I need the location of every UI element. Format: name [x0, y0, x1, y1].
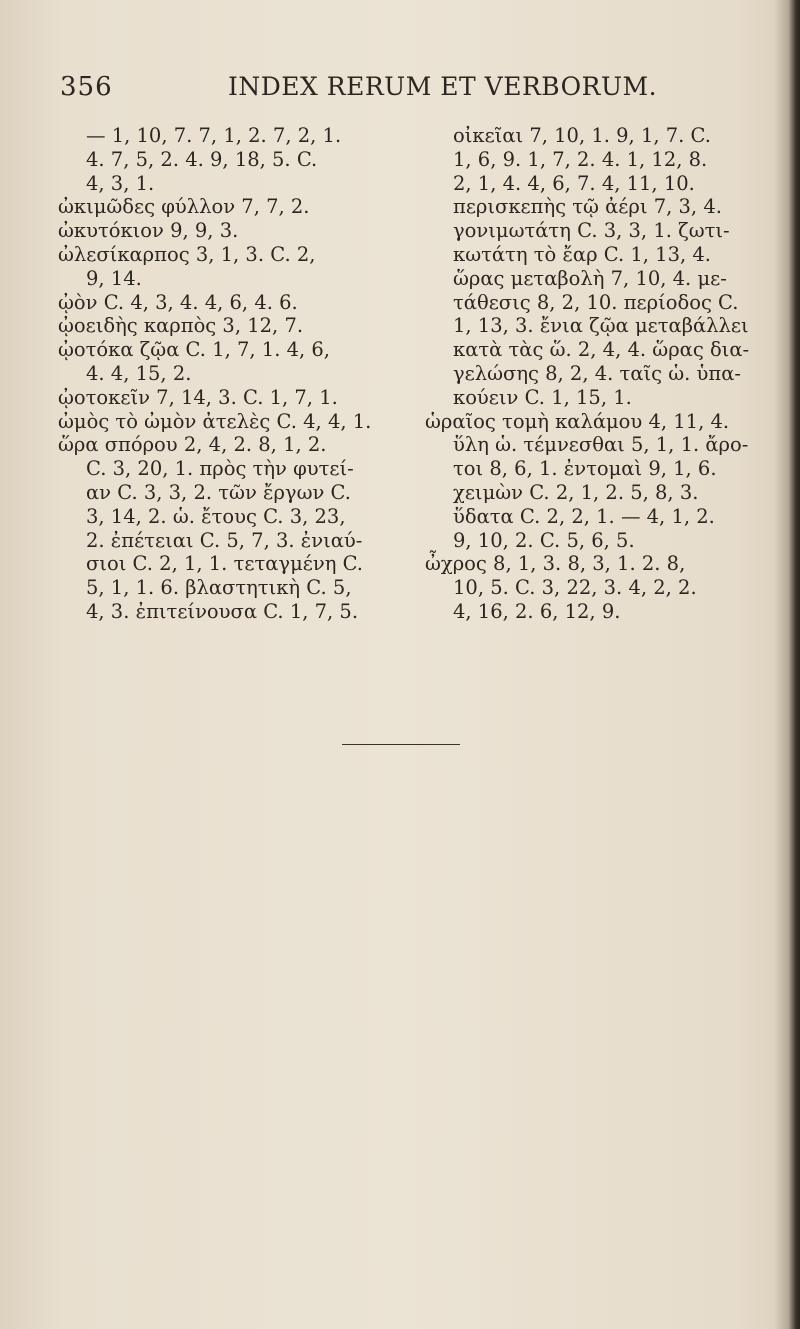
index-entry-line: οἰκεῖαι 7, 10, 1. 9, 1, 7. C. [453, 124, 711, 147]
index-entry-line: 9, 10, 2. C. 5, 6, 5. [453, 528, 635, 552]
index-entry-line: 1, 6, 9. 1, 7, 2. 4. 1, 12, 8. [453, 147, 708, 171]
index-entry-line: 4, 16, 2. 6, 12, 9. [453, 599, 621, 623]
index-entry-line: ὥρας μεταβολὴ 7, 10, 4. με- [453, 266, 727, 290]
index-entry-line: 4. 4, 15, 2. [86, 361, 192, 385]
index-entry-line: χειμὼν C. 2, 1, 2. 5, 8, 3. [453, 480, 699, 504]
index-entry-line: 4, 3, 1. [86, 171, 155, 195]
index-entry-line: κωτάτη τὸ ἔαρ C. 1, 13, 4. [453, 242, 711, 266]
index-entry-line: ὦχρος 8, 1, 3. 8, 3, 1. 2. 8, [425, 552, 686, 576]
index-entry-line: 2, 1, 4. 4, 6, 7. 4, 11, 10. [453, 171, 695, 195]
index-entry-line: ᾠοτόκα ζῷα C. 1, 7, 1. 4, 6, [58, 338, 331, 362]
index-entry-line: 4. 7, 5, 2. 4. 9, 18, 5. C. [86, 147, 318, 171]
index-entry-line: 3, 14, 2. ὡ. ἔτους C. 3, 23, [86, 504, 346, 528]
index-entry-line: 9, 14. [86, 266, 142, 290]
index-entry-line: ὠλεσίκαρπος 3, 1, 3. C. 2, [58, 242, 316, 266]
index-entry-line: ὠκυτόκιον 9, 9, 3. [58, 219, 239, 243]
index-entry-line: 1, 13, 3. ἔνια ζῷα μεταβάλλει [453, 314, 749, 338]
index-entry-line: τάθεσις 8, 2, 10. περίοδος C. [453, 290, 739, 314]
index-entry-line: κατὰ τὰς ὥ. 2, 4, 4. ὥρας δια- [453, 338, 750, 362]
index-entry-line: 2. ἐπέτειαι C. 5, 7, 3. ἐνιαύ- [86, 528, 363, 552]
index-entry-line: 10, 5. C. 3, 22, 3. 4, 2, 2. [453, 576, 697, 600]
index-entry-line: ὥρα σπόρου 2, 4, 2. 8, 1, 2. [58, 433, 327, 457]
index-entry-line: αν C. 3, 3, 2. τῶν ἔργων C. [86, 480, 351, 504]
index-entry-line: C. 3, 20, 1. πρὸς τὴν φυτεί- [86, 457, 354, 481]
index-column-left [58, 124, 404, 624]
index-entry-line: ὡραῖος τομὴ καλάμου 4, 11, 4. [425, 409, 730, 433]
index-entry-line: ᾠοτοκεῖν 7, 14, 3. C. 1, 7, 1. [58, 385, 338, 409]
index-entry-line: ὕδατα C. 2, 2, 1. — 4, 1, 2. [453, 504, 715, 528]
index-entry-line: ᾠοειδὴς καρπὸς 3, 12, 7. [58, 314, 304, 338]
page-header [60, 72, 740, 108]
index-entry-line: περισκεπὴς τῷ ἀέρι 7, 3, 4. [453, 195, 722, 219]
index-entry-line: 4, 3. ἐπιτείνουσα C. 1, 7, 5. [86, 599, 359, 623]
index-entry-line: κούειν C. 1, 15, 1. [453, 385, 632, 409]
section-rule [342, 744, 460, 745]
index-entry-line: γονιμωτάτη C. 3, 3, 1. ζωτι- [453, 219, 730, 243]
index-entry-line: ὠκιμῶδες φύλλον 7, 7, 2. [58, 195, 310, 219]
index-entry-line: τοι 8, 6, 1. ἐντομαὶ 9, 1, 6. [453, 457, 717, 481]
running-title: INDEX RERUM ET VERBORUM. [228, 72, 658, 101]
index-entry-line: ὠμὸς τὸ ὠμὸν ἀτελὲς C. 4, 4, 1. [58, 409, 372, 433]
page-number: 356 [60, 72, 113, 102]
index-entry-line: — 1, 10, 7. 7, 1, 2. 7, 2, 1. [86, 124, 342, 147]
book-spine-shadow [774, 0, 800, 1329]
index-column-right [425, 124, 765, 624]
index-entry-line: ᾠὸν C. 4, 3, 4. 4, 6, 4. 6. [58, 290, 298, 314]
index-entry-line: γελώσης 8, 2, 4. ταῖς ὡ. ὑπα- [453, 361, 741, 385]
index-entry-line: ὕλη ὡ. τέμνεσθαι 5, 1, 1. ἄρο- [453, 433, 749, 457]
index-entry-line: σιοι C. 2, 1, 1. τεταγμένη C. [86, 552, 364, 576]
index-entry-line: 5, 1, 1. 6. βλαστητικὴ C. 5, [86, 576, 352, 600]
